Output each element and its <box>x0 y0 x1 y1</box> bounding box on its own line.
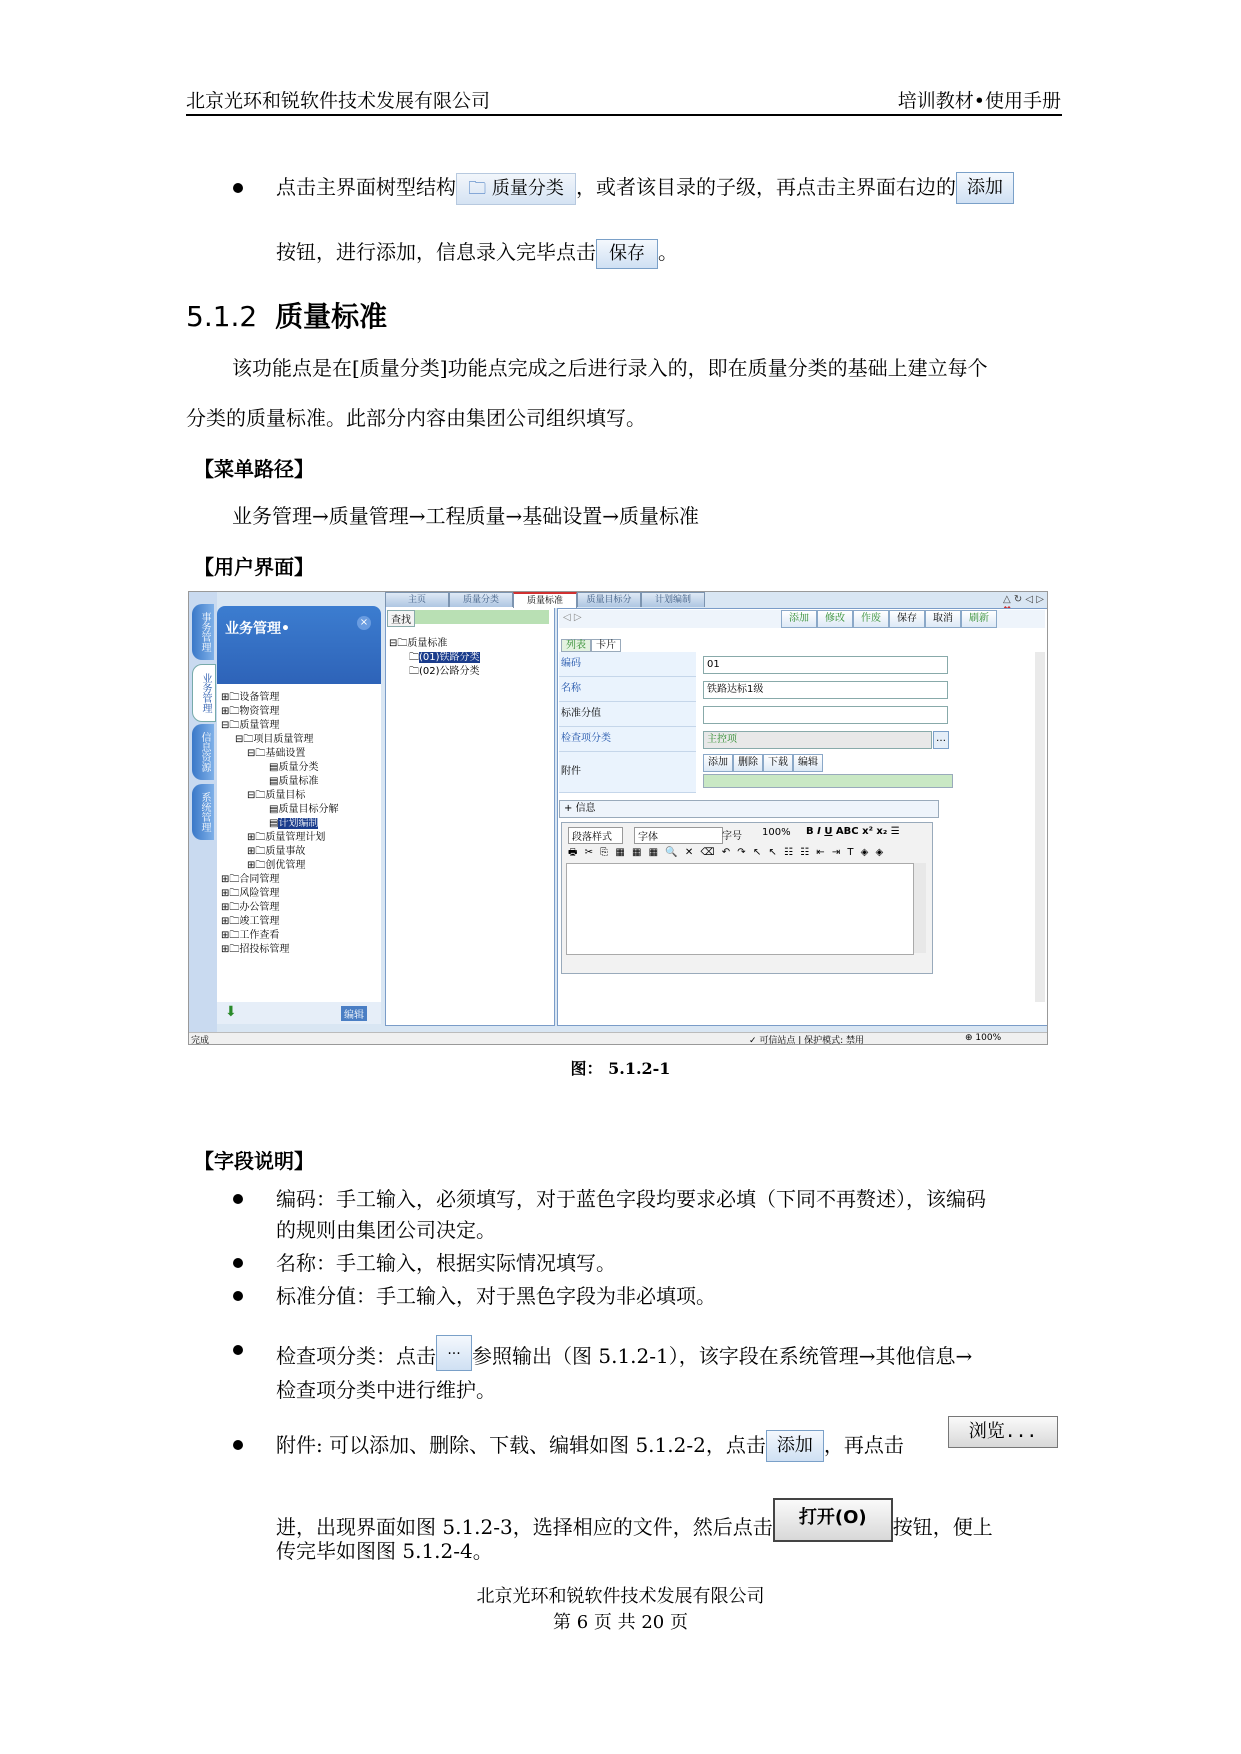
tab-quality-category[interactable]: 质量分类 <box>449 592 513 607</box>
editor-content[interactable] <box>566 863 914 955</box>
close-icon[interactable]: × <box>357 616 371 630</box>
menu-path: 业务管理→质量管理→工程质量→基础设置→质量标准 <box>232 504 700 528</box>
download-icon[interactable]: ⬇ <box>225 1004 237 1020</box>
footer-company: 北京光环和锐软件技术发展有限公司 <box>476 1586 765 1607</box>
vtab-affairs[interactable]: 事务管理 <box>192 604 214 660</box>
tree-item[interactable]: ⊟🗀基础设置 <box>247 748 306 759</box>
tree-item[interactable]: ⊞🗀招投标管理 <box>221 944 290 955</box>
menu-path-heading: 【菜单路径】 <box>194 457 314 481</box>
tree-item[interactable]: ⊞🗀物资管理 <box>221 706 280 717</box>
bullet <box>233 1291 243 1301</box>
field-label-name: 名称 <box>559 677 696 702</box>
ui-heading: 【用户界面】 <box>194 555 314 579</box>
intro-line1: 点击主界面树型结构 🗀 质量分类 ，或者该目录的子级，再点击主界面右边的 添加 <box>276 172 1014 205</box>
paragraph-line1: 该功能点是在[质量分类]功能点完成之后进行录入的，即在质量分类的基础上建立每个 <box>232 356 988 380</box>
editor-toolbar-icons[interactable]: 🖶 ✂ ⎘ ▦ ▦ ▦ 🔍 ✕ ⌫ ↶ ↷ ↖ ↖ ☷ ☷ ⇤ ⇥ T ◈ ◈ <box>568 847 886 858</box>
tree-item[interactable]: ⊞🗀质量事故 <box>247 846 306 857</box>
attachment-list[interactable] <box>703 774 953 788</box>
tree-item[interactable]: ⊞🗀工作查看 <box>221 930 280 941</box>
cancel-button[interactable]: 取消 <box>925 610 961 628</box>
note-check-1: 检查项分类：点击 ... 参照输出（图 5.1.2-1），该字段在系统管理→其他信息→ <box>276 1335 972 1371</box>
note-code-1: 编码：手工输入，必须填写，对于蓝色字段均要求必填（下同不再赘述），该编码 <box>276 1187 986 1211</box>
note-score: 标准分值：手工输入，对于黑色字段为非必填项。 <box>276 1284 716 1308</box>
tree-item[interactable]: ⊟🗀质量标准 <box>389 638 448 649</box>
vtab-business[interactable]: 业务管理 <box>192 664 216 722</box>
tab-quality-standard[interactable]: 质量标准 <box>513 592 577 608</box>
app-screenshot <box>188 591 1048 1045</box>
header-right: 培训教材•使用手册 <box>897 90 1061 112</box>
vtab-system[interactable]: 系统管理 <box>192 784 214 840</box>
font-select[interactable]: 字体 <box>634 827 723 844</box>
field-label-score: 标准分值 <box>559 702 696 727</box>
header-divider <box>186 114 1062 116</box>
quality-category-tree-node: 🗀 质量分类 <box>456 173 576 205</box>
bullet <box>233 1345 243 1355</box>
status-zone: ✓ 可信站点 | 保护模式: 禁用 <box>749 1036 865 1045</box>
intro-line2: 按钮，进行添加，信息录入完毕点击 保存 。 <box>276 237 678 269</box>
zoom-select[interactable]: 100% <box>762 827 791 838</box>
fields-heading: 【字段说明】 <box>194 1149 314 1173</box>
save-button-image: 保存 <box>596 239 658 269</box>
status-bar: 完成 ✓ 可信站点 | 保护模式: 禁用 ⊕ 100% <box>189 1032 1047 1045</box>
bullet <box>233 1194 243 1204</box>
bullet <box>233 1258 243 1268</box>
add-button[interactable]: 添加 <box>781 610 817 628</box>
business-tree <box>217 684 381 1002</box>
editor-scrollbar[interactable] <box>914 863 926 953</box>
figure-caption: 图： 5.1.2-1 <box>570 1059 671 1078</box>
bullet <box>233 183 243 193</box>
save-button[interactable]: 保存 <box>889 610 925 628</box>
header-left: 北京光环和锐软件技术发展有限公司 <box>186 90 491 112</box>
right-scrollbar[interactable] <box>1035 652 1045 1002</box>
modify-button[interactable]: 修改 <box>817 610 853 628</box>
add-button-image: 添加 <box>956 172 1014 204</box>
check-category-field[interactable]: 主控项 <box>703 731 932 749</box>
field-label-check-category: 检查项分类 <box>559 727 696 752</box>
score-field[interactable] <box>703 706 948 724</box>
code-field[interactable]: 01 <box>703 656 948 674</box>
tree-item[interactable]: ⊞🗀设备管理 <box>221 692 280 703</box>
tree-item[interactable]: ⊟🗀项目质量管理 <box>235 734 314 745</box>
tree-item[interactable]: ⊞🗀创优管理 <box>247 860 306 871</box>
section-title: 5.1.2 质量标准 <box>186 300 388 333</box>
tree-item[interactable]: 🗀(02)公路分类 <box>409 666 480 677</box>
footer-page: 第 6 页 共 20 页 <box>553 1612 688 1633</box>
format-icons[interactable]: B I U ABC x² x₂ ☰ <box>806 826 900 837</box>
tree-item[interactable]: ▤计划编制 <box>269 818 319 829</box>
bullet <box>233 1440 243 1450</box>
tree-item[interactable]: ⊞🗀质量管理计划 <box>247 832 326 843</box>
open-button-image: 打开(O) <box>773 1498 893 1542</box>
tree-item[interactable]: ⊞🗀合同管理 <box>221 874 280 885</box>
top-tabs <box>385 592 1045 608</box>
browse-button-image: 浏览... <box>948 1416 1058 1448</box>
rich-editor <box>561 822 933 974</box>
status-zoom[interactable]: ⊕ 100% <box>965 1033 1002 1043</box>
action-toolbar: ◁ ▷ 添加 修改 作废 保存 取消 刷新 <box>559 610 1045 628</box>
tree-item[interactable]: ▤质量标准 <box>269 776 319 787</box>
void-button[interactable]: 作废 <box>853 610 889 628</box>
tab-card[interactable]: 卡片 <box>591 639 621 652</box>
tab-list[interactable]: 列表 <box>561 639 591 652</box>
note-name: 名称：手工输入，根据实际情况填写。 <box>276 1251 616 1275</box>
name-field[interactable]: 铁路达标1级 <box>703 681 948 699</box>
attach-add-button[interactable]: 添加 <box>703 754 733 772</box>
attach-delete-button[interactable]: 删除 <box>733 754 763 772</box>
tree-item[interactable]: ⊞🗀风险管理 <box>221 888 280 899</box>
edit-button[interactable]: 编辑 <box>341 1006 367 1021</box>
tree-item[interactable]: 🗀(01)铁路分类 <box>409 652 480 663</box>
window-controls-icon[interactable]: △ ↻ ◁ ▷ <box>1003 594 1044 605</box>
find-button[interactable]: 查找 <box>387 610 415 627</box>
size-select[interactable]: 字号 <box>722 831 742 842</box>
paragraph-line2: 分类的质量标准。此部分内容由集团公司组织填写。 <box>186 406 646 430</box>
vtab-info[interactable]: 信息资源 <box>192 724 214 780</box>
tree-item[interactable]: ▤质量目标分解 <box>269 804 339 815</box>
tree-item[interactable]: ⊞🗀竣工管理 <box>221 916 280 927</box>
tab-quality-target[interactable]: 质量目标分 <box>577 592 641 607</box>
note-code-2: 的规则由集团公司决定。 <box>276 1218 496 1242</box>
attach-edit-button[interactable]: 编辑 <box>793 754 823 772</box>
view-tabs <box>561 636 621 651</box>
field-label-attachment: 附件 <box>559 752 696 793</box>
tree-item[interactable]: ▤质量分类 <box>269 762 319 773</box>
reference-button-image: ... <box>436 1335 472 1371</box>
paragraph-style-select[interactable]: 段落样式 <box>568 827 623 844</box>
tree-item[interactable]: ⊞🗀办公管理 <box>221 902 280 913</box>
add-button-image: 添加 <box>766 1430 824 1462</box>
tree-item[interactable]: ⊟🗀质量目标 <box>247 790 306 801</box>
tab-plan[interactable]: 计划编制 <box>641 592 705 607</box>
note-check-2: 检查项分类中进行维护。 <box>276 1378 496 1402</box>
folder-icon: 🗀 <box>468 177 487 199</box>
panel-title: 业务管理• <box>225 621 290 637</box>
note-attach-3: 传完毕如图图 5.1.2-4。 <box>276 1539 493 1563</box>
note-attach-1: 附件: 可以添加、删除、下载、编辑如图 5.1.2-2，点击 添加 ，再点击 <box>276 1430 904 1462</box>
reference-button[interactable]: … <box>933 731 949 749</box>
field-label-code: 编码 <box>559 652 696 677</box>
tab-home[interactable]: 主页 <box>385 592 449 607</box>
tree-item[interactable]: ⊟🗀质量管理 <box>221 720 280 731</box>
info-section-header[interactable]: + 信息 <box>559 800 939 818</box>
card-form <box>559 652 1035 1002</box>
attach-download-button[interactable]: 下载 <box>763 754 793 772</box>
refresh-button[interactable]: 刷新 <box>961 610 997 628</box>
note-attach-2: 进，出现界面如图 5.1.2-3，选择相应的文件，然后点击 打开(O) 按钮，便上 <box>276 1498 993 1542</box>
